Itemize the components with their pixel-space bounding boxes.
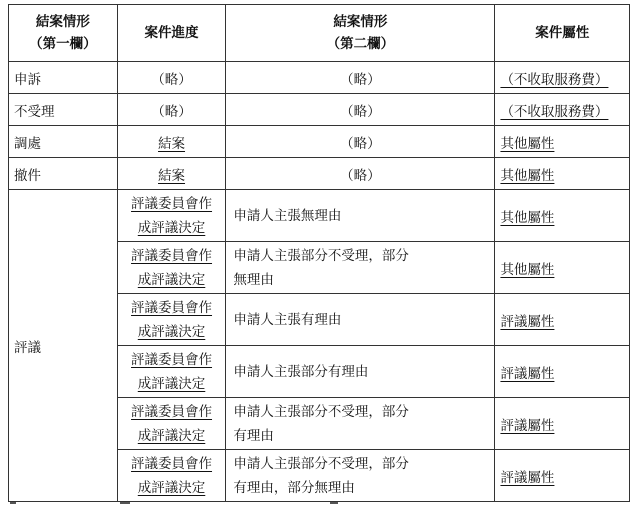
row-type: 撤件	[9, 158, 118, 190]
progress-text: 結案	[158, 135, 186, 152]
row-situation: （略）	[226, 94, 495, 126]
reason-line1: 申請人主張部分有理由	[233, 363, 369, 380]
reason-line1: 申請人主張有理由	[233, 311, 342, 328]
row-progress	[117, 242, 226, 294]
progress-line1: 評議委員會作	[131, 299, 213, 316]
row-type: 申訴	[9, 62, 118, 94]
table-row	[9, 190, 630, 242]
progress-line1: 評議委員會作	[131, 403, 213, 420]
row-attribute	[495, 346, 630, 398]
table-row	[9, 126, 630, 158]
row-situation: （略）	[226, 158, 495, 190]
progress-line1: 評議委員會作	[131, 351, 213, 368]
row-progress: （略）	[117, 62, 226, 94]
progress-line2: 成評議決定	[137, 219, 206, 236]
row-progress: （略）	[117, 94, 226, 126]
progress-line1: 評議委員會作	[131, 455, 213, 472]
row-attribute	[495, 126, 630, 158]
progress-line2: 成評議決定	[137, 323, 206, 340]
header-progress: 案件進度	[117, 5, 226, 62]
reason-line1: 申請人主張部分不受理，部分	[233, 247, 409, 264]
progress-line2: 成評議決定	[137, 427, 206, 444]
progress-line2: 成評議決定	[137, 271, 206, 288]
row-progress	[117, 398, 226, 450]
attribute-text: 評議屬性	[500, 365, 555, 382]
header-attribute: 案件屬性	[495, 5, 630, 62]
attribute-text: 其他屬性	[500, 209, 555, 226]
header-col1-line1: 結案情形	[35, 14, 90, 30]
attribute-text: 評議屬性	[500, 469, 555, 486]
row-type-review: 評議	[9, 190, 118, 502]
header-closure-col1	[9, 5, 118, 62]
row-attribute	[495, 294, 630, 346]
row-attribute	[495, 94, 630, 126]
header-col3-line1: 結案情形	[333, 14, 388, 30]
reason-line2: 有理由	[233, 427, 274, 444]
row-reason	[226, 450, 495, 502]
row-reason	[226, 190, 495, 242]
header-closure-col3	[226, 5, 495, 62]
row-attribute	[495, 398, 630, 450]
row-reason	[226, 242, 495, 294]
row-progress	[117, 294, 226, 346]
attribute-text: 評議屬性	[500, 313, 555, 330]
reason-line2: 有理由，部分無理由	[233, 479, 355, 496]
table-header-row	[9, 5, 630, 62]
attribute-text: 其他屬性	[500, 261, 555, 278]
attribute-text: （不收取服務費）	[500, 71, 609, 88]
attribute-text: 其他屬性	[500, 167, 555, 184]
row-progress	[117, 346, 226, 398]
reason-line1: 申請人主張部分不受理，部分	[233, 455, 409, 472]
case-closure-table	[8, 4, 630, 502]
row-progress	[117, 190, 226, 242]
row-progress	[117, 450, 226, 502]
row-reason	[226, 294, 495, 346]
table-row	[9, 158, 630, 190]
row-type: 不受理	[9, 94, 118, 126]
row-attribute	[495, 242, 630, 294]
reason-line1: 申請人主張無理由	[233, 207, 342, 224]
header-col3-line2: （第二欄）	[326, 36, 395, 52]
row-attribute	[495, 62, 630, 94]
row-reason	[226, 346, 495, 398]
row-attribute	[495, 190, 630, 242]
progress-text: 結案	[158, 167, 186, 184]
progress-line2: 成評議決定	[137, 479, 206, 496]
row-situation: （略）	[226, 62, 495, 94]
attribute-text: 評議屬性	[500, 417, 555, 434]
header-col1-line2: （第一欄）	[29, 36, 97, 52]
table-row	[9, 62, 630, 94]
next-page-text-fragment	[0, 500, 640, 506]
reason-line1: 申請人主張部分不受理，部分	[233, 403, 409, 420]
row-attribute	[495, 450, 630, 502]
table-row	[9, 94, 630, 126]
reason-line2: 無理由	[233, 271, 274, 288]
progress-line2: 成評議決定	[137, 375, 206, 392]
row-progress	[117, 158, 226, 190]
attribute-text: （不收取服務費）	[500, 103, 609, 120]
row-reason	[226, 398, 495, 450]
row-progress	[117, 126, 226, 158]
row-situation: （略）	[226, 126, 495, 158]
row-attribute	[495, 158, 630, 190]
attribute-text: 其他屬性	[500, 135, 555, 152]
row-type: 調處	[9, 126, 118, 158]
progress-line1: 評議委員會作	[131, 195, 213, 212]
progress-line1: 評議委員會作	[131, 247, 213, 264]
